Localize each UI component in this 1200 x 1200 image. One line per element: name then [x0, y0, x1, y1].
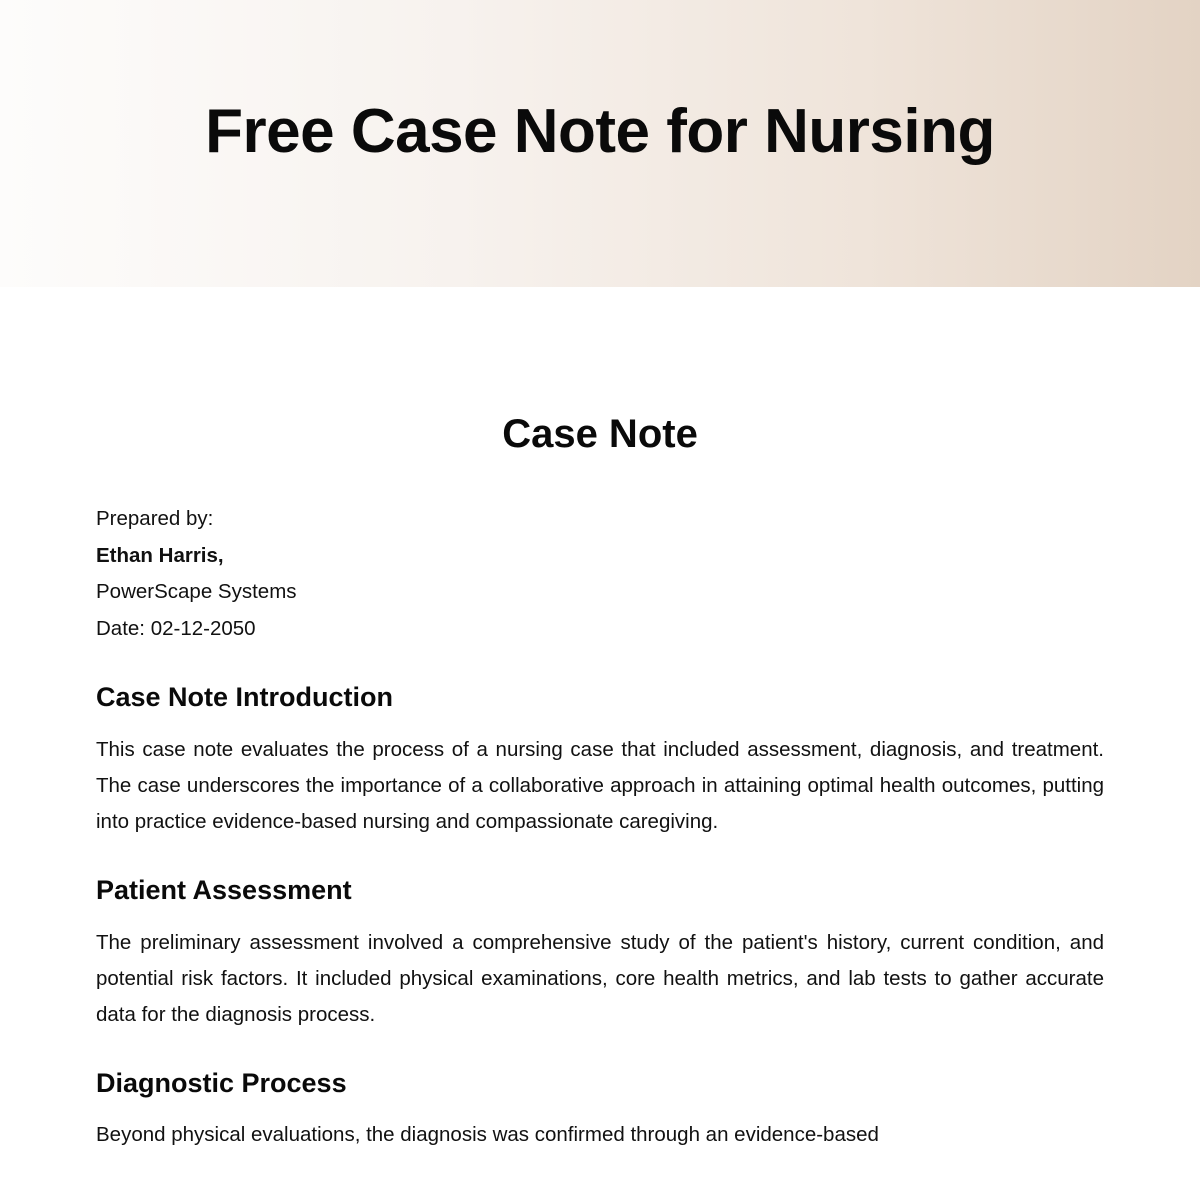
- section-text-introduction: This case note evaluates the process of a nursing case that included assessment, diagnosis, and treatment. The case underscores the importance of a collaborative approach in attaining optimal health outcomes, putting into practice evidence-based nursing and compassionate caregiving.: [96, 737, 1104, 833]
- banner-title: Free Case Note for Nursing: [205, 97, 995, 167]
- document-meta: [96, 501, 1104, 647]
- author-name: Ethan Harris,: [96, 543, 224, 567]
- section-heading-diagnostic-process: Diagnostic Process: [96, 1067, 347, 1098]
- document-body: [0, 410, 1200, 1153]
- organization-name: PowerScape Systems: [96, 580, 297, 603]
- page-banner: [0, 0, 1200, 287]
- document-date: Date: 02-12-2050: [96, 616, 256, 640]
- section-heading-patient-assessment: Patient Assessment: [96, 874, 352, 905]
- section-heading-introduction: Case Note Introduction: [96, 682, 394, 712]
- document-title: Case Note: [502, 412, 698, 456]
- section-text-diagnostic-process: Beyond physical evaluations, the diagnosis was confirmed through an evidence-based: [96, 1123, 879, 1147]
- section-text-patient-assessment: The preliminary assessment involved a comprehensive study of the patient's history, current condition, and potential risk factors. It included physical examinations, core health metrics, and lab tests to gather accurate data for the diagnosis process.: [96, 930, 1104, 1026]
- prepared-by-label: Prepared by:: [96, 507, 214, 530]
